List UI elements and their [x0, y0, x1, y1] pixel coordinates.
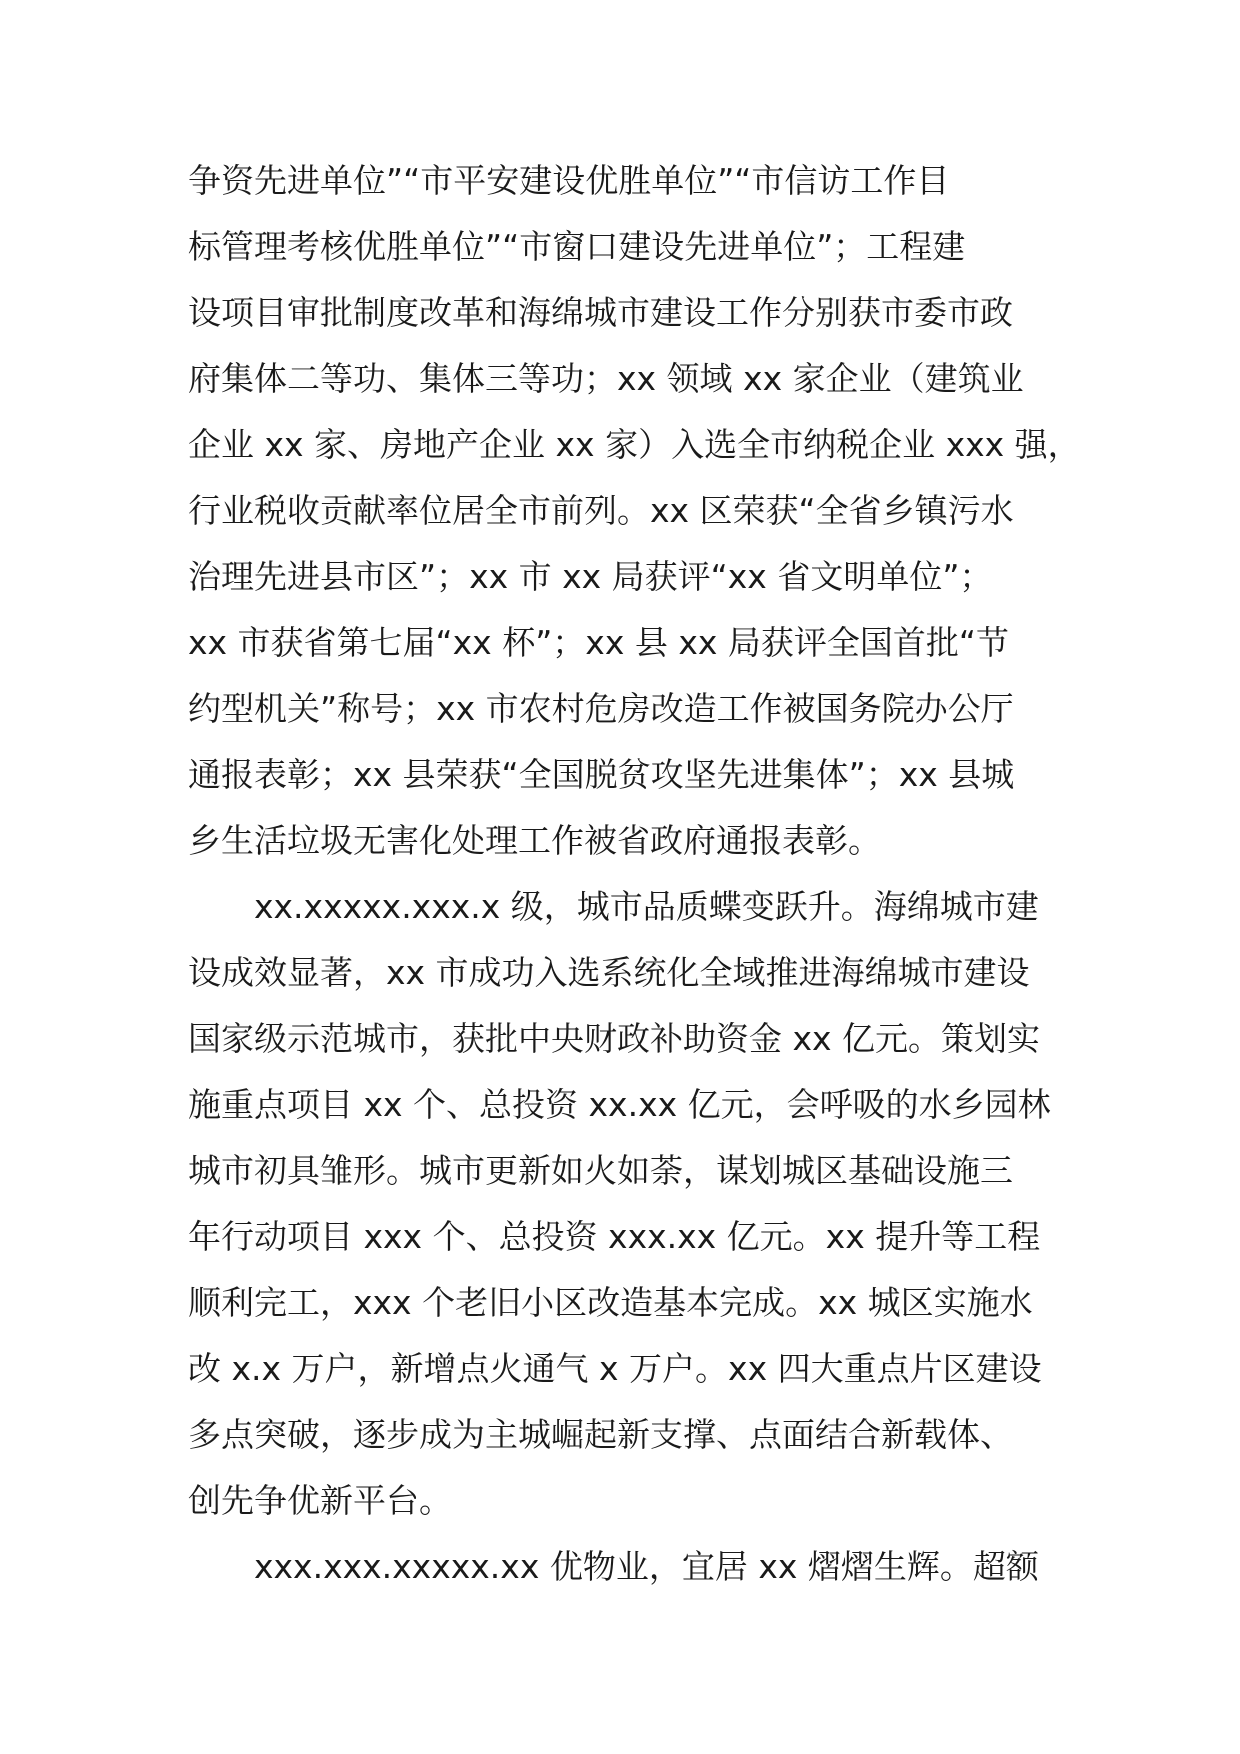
text-line: 国家级示范城市，获批中央财政补助资金 xx 亿元。策划实	[188, 1019, 1041, 1058]
text-line: 府集体二等功、集体三等功；xx 领域 xx 家企业（建筑业	[188, 359, 1024, 398]
text-line: 企业 xx 家、房地产企业 xx 家）入选全市纳税企业 xxx 强，	[188, 425, 1081, 464]
body-text	[188, 148, 1081, 1600]
text-line: 标管理考核优胜单位”“市窗口建设先进单位”；工程建	[188, 227, 966, 266]
text-line: 通报表彰；xx 县荣获“全国脱贫攻坚先进集体”；xx 县城	[188, 755, 1015, 794]
text-line: 争资先进单位”“市平安建设优胜单位”“市信访工作目	[188, 161, 950, 200]
text-line: 设成效显著，xx 市成功入选系统化全域推进海绵城市建设	[188, 953, 1030, 992]
text-line: 设项目审批制度改革和海绵城市建设工作分别获市委市政	[188, 293, 1013, 332]
text-line: 多点突破，逐步成为主城崛起新支撑、点面结合新载体、	[188, 1415, 1013, 1454]
text-line: 施重点项目 xx 个、总投资 xx.xx 亿元，会呼吸的水乡园林	[188, 1085, 1051, 1124]
text-line: 乡生活垃圾无害化处理工作被省政府通报表彰。	[188, 821, 881, 860]
text-line: 改 x.x 万户，新增点火通气 x 万户。xx 四大重点片区建设	[188, 1349, 1042, 1388]
text-line: xx 市获省第七届“xx 杯”；xx 县 xx 局获评全国首批“节	[188, 623, 1009, 662]
text-line: 顺利完工，xxx 个老旧小区改造基本完成。xx 城区实施水	[188, 1283, 1033, 1322]
text-line: 约型机关”称号；xx 市农村危房改造工作被国务院办公厅	[188, 689, 1014, 728]
text-line: 创先争优新平台。	[188, 1481, 452, 1520]
text-line: 年行动项目 xxx 个、总投资 xxx.xx 亿元。xx 提升等工程	[188, 1217, 1041, 1256]
text-line: 治理先进县市区”；xx 市 xx 局获评“xx 省文明单位”；	[188, 557, 993, 596]
text-line: 行业税收贡献率位居全市前列。xx 区荣获“全省乡镇污水	[188, 491, 1014, 530]
paragraph-start-line: xx.xxxxx.xxx.x 级，城市品质蝶变跃升。海绵城市建	[254, 887, 1039, 926]
text-line: 城市初具雏形。城市更新如火如荼，谋划城区基础设施三	[188, 1151, 1013, 1190]
paragraph-start-line: xxx.xxx.xxxxx.xx 优物业，宜居 xx 熠熠生辉。超额	[254, 1547, 1039, 1586]
